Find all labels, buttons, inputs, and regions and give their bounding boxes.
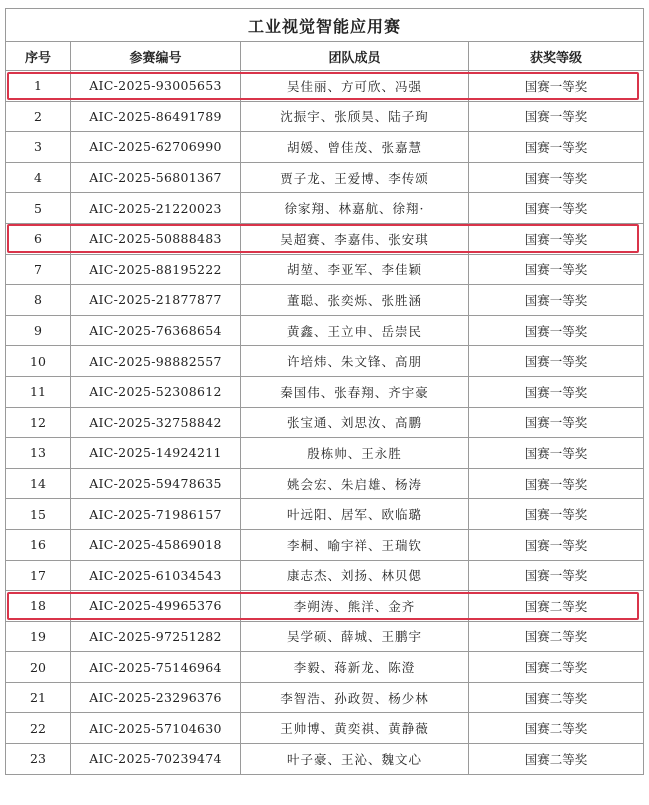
award-level-cell: 国赛一等奖 (469, 285, 644, 316)
entry-code-cell: AIC-2025-50888483 (71, 223, 241, 254)
row-number-cell: 23 (6, 744, 71, 775)
column-header-entry-code: 参赛编号 (71, 42, 241, 71)
row-number-cell: 15 (6, 499, 71, 530)
table-row (6, 285, 644, 316)
results-table (5, 8, 644, 775)
entry-code-cell: AIC-2025-71986157 (71, 499, 241, 530)
team-members-cell: 吴佳丽、方可欣、冯强 (241, 71, 469, 102)
table-row (6, 254, 644, 285)
team-members-cell: 李智浩、孙政贺、杨少林 (241, 682, 469, 713)
team-members-cell: 叶子豪、王沁、魏文心 (241, 744, 469, 775)
award-level-cell: 国赛二等奖 (469, 744, 644, 775)
entry-code-cell: AIC-2025-21877877 (71, 285, 241, 316)
column-header-number: 序号 (6, 42, 71, 71)
entry-code-cell: AIC-2025-98882557 (71, 346, 241, 377)
entry-code-cell: AIC-2025-14924211 (71, 438, 241, 469)
award-level-cell: 国赛一等奖 (469, 346, 644, 377)
award-level-cell: 国赛一等奖 (469, 499, 644, 530)
table-title: 工业视觉智能应用赛 (6, 9, 644, 42)
award-level-cell: 国赛一等奖 (469, 376, 644, 407)
entry-code-cell: AIC-2025-49965376 (71, 591, 241, 622)
award-level-cell: 国赛一等奖 (469, 254, 644, 285)
row-number-cell: 17 (6, 560, 71, 591)
entry-code-cell: AIC-2025-52308612 (71, 376, 241, 407)
row-number-cell: 14 (6, 468, 71, 499)
table-row (6, 407, 644, 438)
award-level-cell: 国赛二等奖 (469, 713, 644, 744)
team-members-cell: 黄鑫、王立申、岳崇民 (241, 315, 469, 346)
row-number-cell: 9 (6, 315, 71, 346)
award-level-cell: 国赛一等奖 (469, 529, 644, 560)
table-row (6, 682, 644, 713)
award-level-cell: 国赛二等奖 (469, 621, 644, 652)
team-members-cell: 秦国伟、张春翔、齐宇豪 (241, 376, 469, 407)
award-level-cell: 国赛一等奖 (469, 132, 644, 163)
team-members-cell: 李桐、喻宇祥、王瑞钦 (241, 529, 469, 560)
row-number-cell: 5 (6, 193, 71, 224)
row-number-cell: 7 (6, 254, 71, 285)
row-number-cell: 1 (6, 71, 71, 102)
entry-code-cell: AIC-2025-76368654 (71, 315, 241, 346)
award-level-cell: 国赛二等奖 (469, 591, 644, 622)
table-row (6, 71, 644, 102)
table-row (6, 591, 644, 622)
award-level-cell: 国赛一等奖 (469, 407, 644, 438)
team-members-cell: 李朔涛、熊洋、金齐 (241, 591, 469, 622)
table-row (6, 468, 644, 499)
award-level-cell: 国赛一等奖 (469, 193, 644, 224)
team-members-cell: 康志杰、刘扬、林贝偲 (241, 560, 469, 591)
entry-code-cell: AIC-2025-32758842 (71, 407, 241, 438)
award-level-cell: 国赛一等奖 (469, 560, 644, 591)
row-number-cell: 18 (6, 591, 71, 622)
header-row (6, 42, 644, 71)
entry-code-cell: AIC-2025-75146964 (71, 652, 241, 683)
row-number-cell: 21 (6, 682, 71, 713)
team-members-cell: 许培炜、朱文锋、高朋 (241, 346, 469, 377)
entry-code-cell: AIC-2025-86491789 (71, 101, 241, 132)
entry-code-cell: AIC-2025-93005653 (71, 71, 241, 102)
table-row (6, 744, 644, 775)
table-row (6, 529, 644, 560)
row-number-cell: 4 (6, 162, 71, 193)
column-header-team-members: 团队成员 (241, 42, 469, 71)
award-level-cell: 国赛二等奖 (469, 652, 644, 683)
column-header-award-level: 获奖等级 (469, 42, 644, 71)
table-row (6, 560, 644, 591)
table-row (6, 223, 644, 254)
row-number-cell: 19 (6, 621, 71, 652)
team-members-cell: 吴超赛、李嘉伟、张安琪 (241, 223, 469, 254)
team-members-cell: 贾子龙、王爱博、李传颂 (241, 162, 469, 193)
table-row (6, 162, 644, 193)
team-members-cell: 李毅、蒋新龙、陈澄 (241, 652, 469, 683)
team-members-cell: 张宝通、刘思汝、高鹏 (241, 407, 469, 438)
team-members-cell: 王帅博、黄奕祺、黄静薇 (241, 713, 469, 744)
row-number-cell: 3 (6, 132, 71, 163)
team-members-cell: 叶远阳、居军、欧临璐 (241, 499, 469, 530)
award-level-cell: 国赛一等奖 (469, 101, 644, 132)
table-row (6, 652, 644, 683)
award-level-cell: 国赛二等奖 (469, 682, 644, 713)
entry-code-cell: AIC-2025-23296376 (71, 682, 241, 713)
entry-code-cell: AIC-2025-88195222 (71, 254, 241, 285)
table-row (6, 101, 644, 132)
team-members-cell: 胡媛、曾佳茂、张嘉慧 (241, 132, 469, 163)
table-row (6, 713, 644, 744)
table-row (6, 132, 644, 163)
entry-code-cell: AIC-2025-56801367 (71, 162, 241, 193)
entry-code-cell: AIC-2025-70239474 (71, 744, 241, 775)
table-row (6, 376, 644, 407)
award-level-cell: 国赛一等奖 (469, 438, 644, 469)
award-level-cell: 国赛一等奖 (469, 223, 644, 254)
award-level-cell: 国赛一等奖 (469, 71, 644, 102)
award-level-cell: 国赛一等奖 (469, 468, 644, 499)
row-number-cell: 8 (6, 285, 71, 316)
row-number-cell: 13 (6, 438, 71, 469)
row-number-cell: 20 (6, 652, 71, 683)
row-number-cell: 2 (6, 101, 71, 132)
award-level-cell: 国赛一等奖 (469, 162, 644, 193)
team-members-cell: 姚会宏、朱启雄、杨涛 (241, 468, 469, 499)
team-members-cell: 徐家翔、林嘉航、徐翔· (241, 193, 469, 224)
entry-code-cell: AIC-2025-59478635 (71, 468, 241, 499)
table-row (6, 438, 644, 469)
row-number-cell: 10 (6, 346, 71, 377)
table-row (6, 346, 644, 377)
table-body (6, 71, 644, 775)
team-members-cell: 沈振宇、张颀昊、陆子珣 (241, 101, 469, 132)
team-members-cell: 胡堃、李亚军、李佳颖 (241, 254, 469, 285)
table-row (6, 499, 644, 530)
row-number-cell: 22 (6, 713, 71, 744)
entry-code-cell: AIC-2025-57104630 (71, 713, 241, 744)
team-members-cell: 吴学硕、薛城、王鹏宇 (241, 621, 469, 652)
entry-code-cell: AIC-2025-61034543 (71, 560, 241, 591)
team-members-cell: 董聪、张奕烁、张胜涵 (241, 285, 469, 316)
team-members-cell: 殷栋帅、王永胜 (241, 438, 469, 469)
entry-code-cell: AIC-2025-45869018 (71, 529, 241, 560)
award-level-cell: 国赛一等奖 (469, 315, 644, 346)
entry-code-cell: AIC-2025-62706990 (71, 132, 241, 163)
entry-code-cell: AIC-2025-21220023 (71, 193, 241, 224)
table-row (6, 621, 644, 652)
entry-code-cell: AIC-2025-97251282 (71, 621, 241, 652)
table-row (6, 193, 644, 224)
row-number-cell: 11 (6, 376, 71, 407)
row-number-cell: 12 (6, 407, 71, 438)
row-number-cell: 6 (6, 223, 71, 254)
row-number-cell: 16 (6, 529, 71, 560)
table-row (6, 315, 644, 346)
